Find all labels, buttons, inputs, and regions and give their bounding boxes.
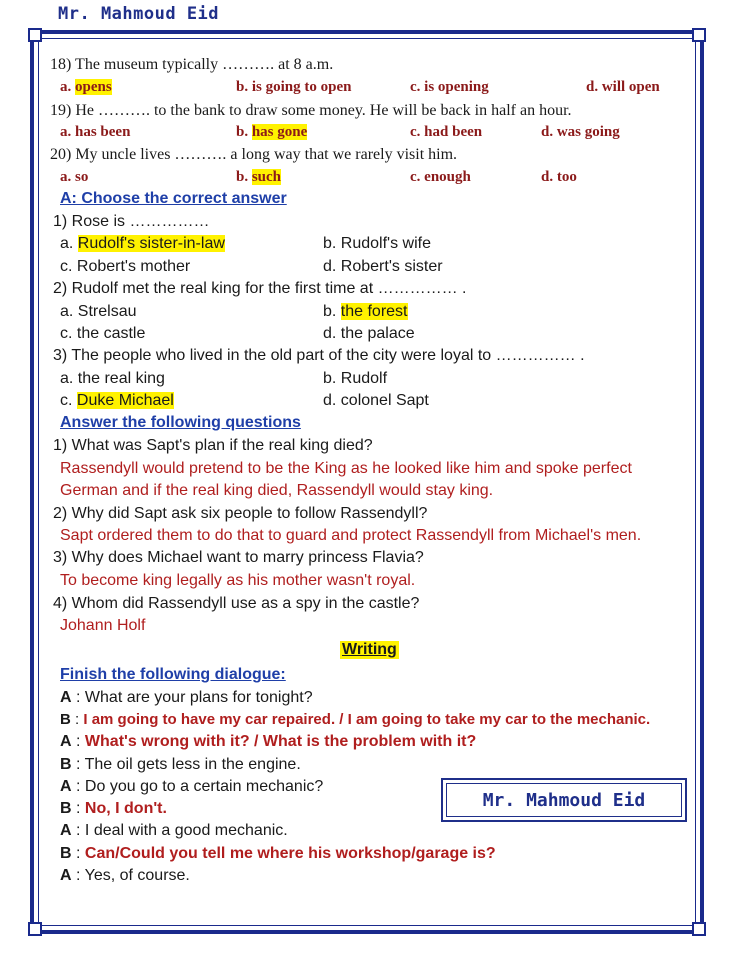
option-d: d. will open — [586, 79, 660, 95]
option-d: d. Robert's sister — [323, 258, 443, 275]
question-20: 20) My uncle lives ………. a long way that we rarely visit him. — [50, 146, 458, 163]
answer-4: Johann Holf — [60, 617, 146, 634]
author-stamp — [441, 778, 687, 822]
section-a-question-3: 3) The people who lived in the old part of the city were loyal to …………… . — [53, 347, 585, 364]
dialogue-line: B : No, I don't. — [60, 800, 167, 817]
dialogue-heading: Finish the following dialogue: — [60, 666, 286, 683]
answer-3: To become king legally as his mother wasn't royal. — [60, 572, 416, 589]
dialogue-line: B : The oil gets less in the engine. — [60, 756, 301, 773]
option-a: a. the real king — [60, 370, 165, 387]
page-header-title: Mr. Mahmoud Eid — [58, 4, 220, 24]
corner-ornament — [28, 922, 42, 936]
corner-ornament — [692, 28, 706, 42]
option-d: d. too — [541, 169, 577, 185]
question-3: 3) Why does Michael want to marry princess Flavia? — [53, 549, 424, 566]
option-a: a. Strelsau — [60, 303, 137, 320]
option-a: a. has been — [60, 124, 131, 140]
questions-heading: Answer the following questions — [60, 414, 301, 431]
dialogue-line: A : What are your plans for tonight? — [60, 689, 313, 706]
option-c: c. had been — [410, 124, 483, 140]
dialogue-line: A : Yes, of course. — [60, 867, 190, 884]
writing-title: Writing — [342, 641, 397, 658]
option-a: a. so — [60, 169, 89, 185]
question-19: 19) He ………. to the bank to draw some money. He will be back in half an hour. — [50, 102, 572, 119]
option-b: b. Rudolf — [323, 370, 388, 387]
option-d: d. the palace — [323, 325, 415, 342]
answer-1-line-1: Rassendyll would pretend to be the King as he looked like him and spoke perfect — [60, 460, 632, 477]
section-a-question-1: 1) Rose is …………… — [53, 213, 210, 230]
option-d: d. colonel Sapt — [323, 392, 429, 409]
dialogue-line: A : Do you go to a certain mechanic? — [60, 778, 324, 795]
option-c: c. is opening — [410, 79, 489, 95]
option-b: b. has gone — [236, 124, 308, 140]
option-c: c. the castle — [60, 325, 146, 342]
corner-ornament — [28, 28, 42, 42]
section-a-question-2: 2) Rudolf met the real king for the first time at …………… . — [53, 280, 467, 297]
option-d: d. was going — [541, 124, 620, 140]
author-stamp-text: Mr. Mahmoud Eid — [446, 783, 682, 817]
section-a-heading: A: Choose the correct answer — [60, 190, 287, 207]
answer-1-line-2: German and if the real king died, Rassendyll would stay king. — [60, 482, 494, 499]
question-2: 2) Why did Sapt ask six people to follow Rassendyll? — [53, 505, 428, 522]
option-c: c. enough — [410, 169, 471, 185]
option-b: b. is going to open — [236, 79, 352, 95]
option-c: c. Robert's mother — [60, 258, 191, 275]
dialogue-line: A : I deal with a good mechanic. — [60, 822, 288, 839]
question-4: 4) Whom did Rassendyll use as a spy in the castle? — [53, 595, 420, 612]
option-a: a. opens — [60, 79, 112, 95]
question-1: 1) What was Sapt's plan if the real king died? — [53, 437, 373, 454]
dialogue-line: B : Can/Could you tell me where his workshop/garage is? — [60, 845, 496, 862]
option-b: b. Rudolf's wife — [323, 235, 431, 252]
dialogue-line: A : What's wrong with it? / What is the problem with it? — [60, 733, 477, 750]
question-18: 18) The museum typically ………. at 8 a.m. — [50, 56, 334, 73]
option-b: b. such — [236, 169, 282, 185]
dialogue-line: B : I am going to have my car repaired. / I am going to take my car to the mechanic. — [60, 711, 651, 728]
option-c: c. Duke Michael — [60, 392, 174, 409]
option-a: a. Rudolf's sister-in-law — [60, 235, 225, 252]
option-b: b. the forest — [323, 303, 408, 320]
answer-2: Sapt ordered them to do that to guard and protect Rassendyll from Michael's men. — [60, 527, 642, 544]
corner-ornament — [692, 922, 706, 936]
